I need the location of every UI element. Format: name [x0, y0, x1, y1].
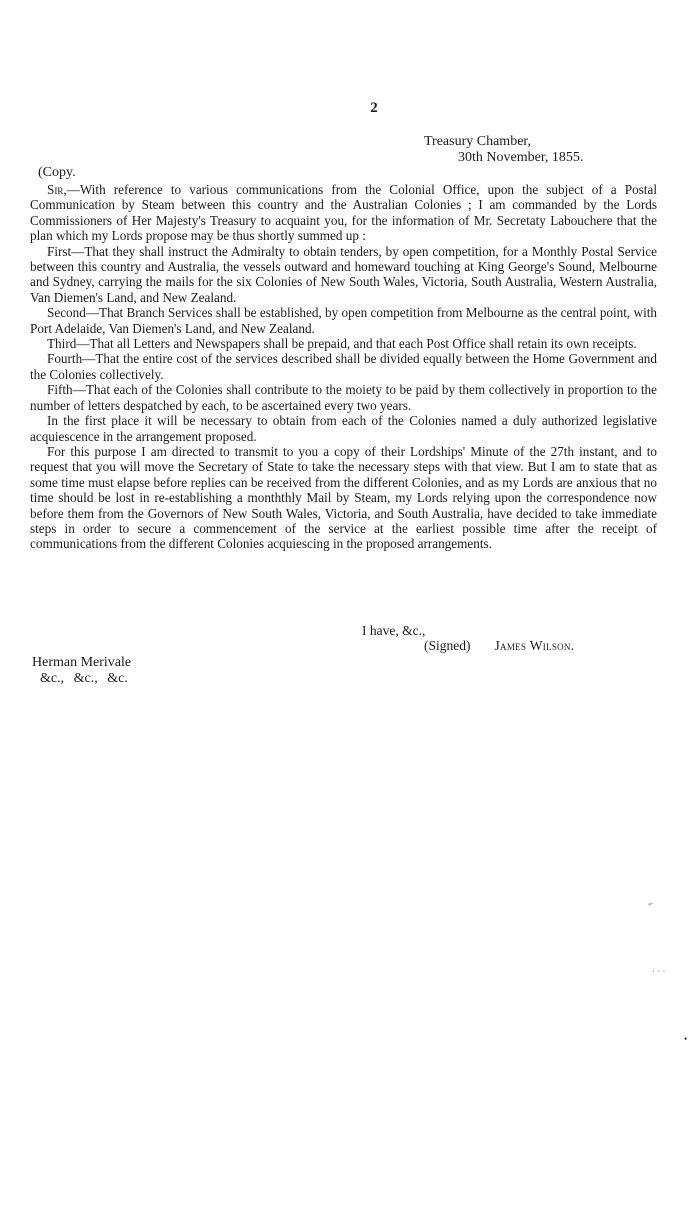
dateline — [424, 134, 583, 166]
scan-speck: · · · — [652, 966, 666, 976]
paragraph-second: Second—That Branch Services shall be established, by open competition from Melbourne as the central point, with Port Adelaide, Van Diemen's Land, and New Zealand. — [30, 305, 657, 336]
letter-body — [30, 182, 657, 552]
paragraph-purpose: For this purpose I am directed to transmit to you a copy of their Lordships' Minute of the 27th instant, and to request that you will move the Secretary of State to take the necessary steps with that view. But I am to state that as some time must elapse before replies can be received from the different Colonies, and as my Lords are anxious that no time should be lost in re-establishing a monththly Mail by Steam, my Lords relying upon the correspondence now before them from the Governors of New South Wales, Victoria, and South Australia, have decided to take immediate steps in order to secure a commencement of the service at the earliest possible time after the receipt of communications from the different Colonies acquiescing in the proposed arrangements. — [30, 443, 657, 552]
page-number: 2 — [370, 100, 378, 116]
paragraph-opening — [30, 182, 657, 244]
dateline-place: Treasury Chamber, — [424, 134, 532, 149]
dateline-date: 30th November, 1855. — [458, 150, 584, 165]
scan-speck: -̶ — [648, 899, 651, 909]
recipient-name: Herman Merivale — [32, 655, 132, 670]
paragraph-fifth: Fifth—That each of the Colonies shall contribute to the moiety to be paid by them collectively in proportion to the number of letters despatched by each, to be ascertained every two years. — [30, 382, 657, 413]
paragraph-text: —With reference to various communications from the Colonial Office, upon the subject of a Postal Communication by Steam between this country and the Australian Colonies ; I am commanded by the Lords Commissioners of Her Majesty's Treasury to acquaint you, for the information of Mr. Secretaty Labouchere that the plan which my Lords propose may be thus shortly summed up : — [30, 182, 657, 244]
signature-name: James Wilson. — [494, 638, 575, 653]
scan-speck: • — [684, 1034, 688, 1044]
copy-label: (Copy. — [38, 165, 76, 180]
paragraph-legislative: In the first place it will be necessary to obtain from each of the Colonies named a duly authorized legislative acquiescence in the arrangement proposed. — [30, 413, 657, 444]
closing: I have, &c., — [362, 623, 426, 638]
paragraph-third: Third—That all Letters and Newspapers shall be prepaid, and that each Post Office shall retain its own receipts. — [47, 336, 637, 352]
recipient-block — [32, 655, 131, 687]
paragraph-fourth: Fourth—That the entire cost of the services described shall be divided equally between the Home Government and the Colonies collectively. — [30, 351, 657, 382]
signature-block — [424, 638, 574, 654]
paragraph-first: First—That they shall instruct the Admiralty to obtain tenders, by open competition, for a Monthly Postal Service between this country and Australia, the vessels outward and homeward touching at King George's Sound, Melbourne and Sydney, carrying the mails for the six Colonies of New South Wales, Victoria, South Australia, Western Australia, Van Diemen's Land, and New Zealand. — [30, 243, 657, 305]
signed-label: (Signed) — [424, 638, 471, 653]
salutation: Sir, — [47, 182, 67, 197]
recipient-etc: &c., &c., &c. — [40, 671, 128, 686]
